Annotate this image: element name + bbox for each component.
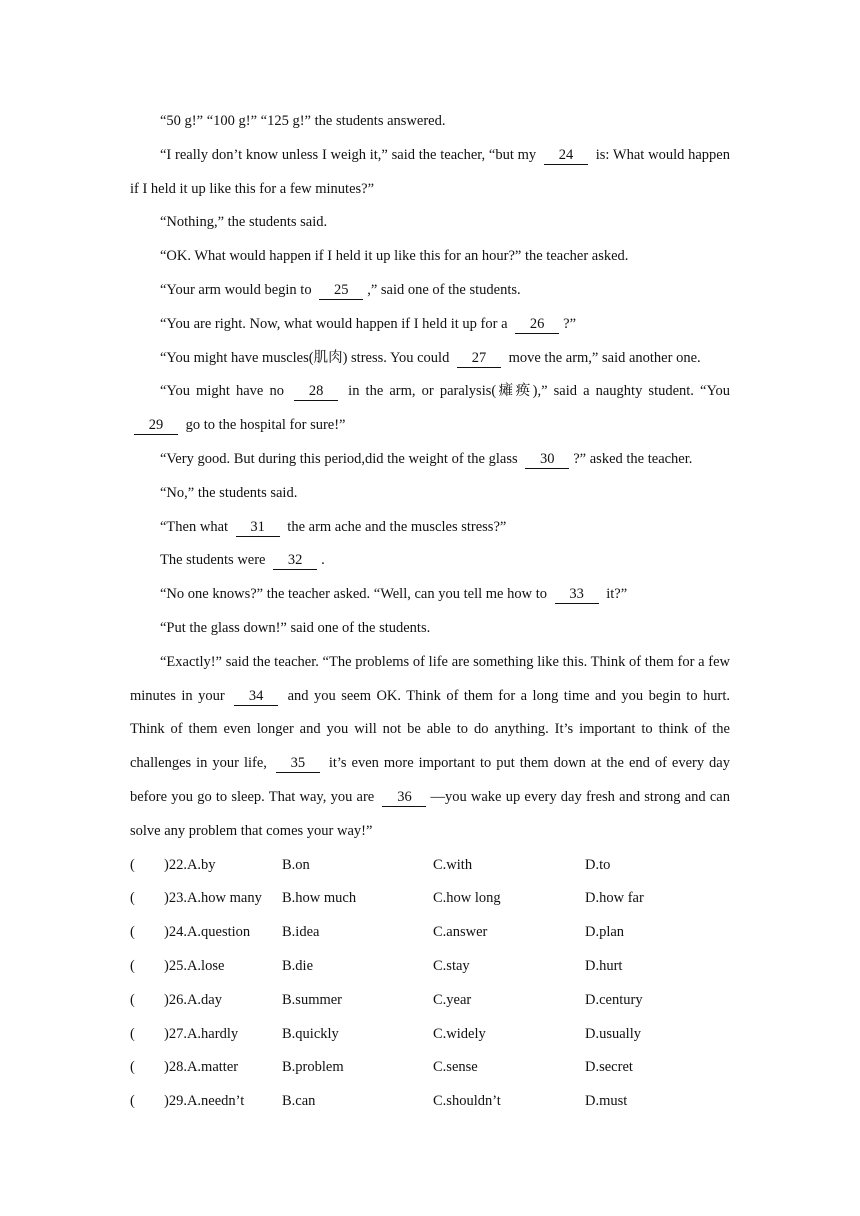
paragraph: [130, 443, 730, 477]
paragraph-text: “I really don’t know unless I weigh it,” said the teacher, “but my: [160, 146, 540, 163]
option-b: B.problem: [282, 1059, 344, 1076]
paragraph-text: “Nothing,” the students said.: [160, 214, 328, 231]
paragraph-text: “You might have no: [160, 383, 291, 400]
option-row: [130, 984, 730, 1018]
blank-number: 24: [544, 146, 588, 165]
paragraph-text: “OK. What would happen if I held it up like this for an hour?” the teacher asked.: [160, 248, 629, 265]
paragraph: [130, 308, 730, 342]
option-c: C.how long: [433, 890, 501, 907]
paragraph: [130, 646, 730, 849]
blank-number: 28: [294, 382, 338, 401]
answer-paren: (: [130, 1059, 135, 1076]
option-row: [130, 1085, 730, 1119]
paragraph-text: the arm ache and the muscles stress?”: [283, 518, 507, 535]
document-page: [130, 105, 730, 1119]
blank-number: 26: [515, 315, 559, 334]
blank-number: 29: [134, 416, 178, 435]
blank-number: 30: [525, 450, 569, 469]
paragraph-text: .: [321, 552, 325, 569]
blank-number: 27: [457, 349, 501, 368]
paragraph: [130, 342, 730, 376]
paragraph: [130, 511, 730, 545]
question-option-a: )24.A.question: [164, 924, 251, 941]
question-option-a: )28.A.matter: [164, 1059, 239, 1076]
question-option-a: )25.A.lose: [164, 957, 225, 974]
paragraph: [130, 578, 730, 612]
option-b: B.quickly: [282, 1025, 339, 1042]
paragraph-text: “Put the glass down!” said one of the students.: [160, 619, 431, 636]
paragraph-text: “No,” the students said.: [160, 484, 298, 501]
paragraph-text: ?”: [563, 315, 577, 332]
option-row: [130, 1018, 730, 1052]
paragraph-text: “Your arm would begin to: [160, 281, 316, 298]
option-b: B.on: [282, 856, 310, 873]
answer-paren: (: [130, 1025, 135, 1042]
option-row: [130, 882, 730, 916]
blank-number: 36: [382, 788, 426, 807]
option-d: D.how far: [585, 890, 644, 907]
paragraph-text: in the arm, or paralysis(瘫痪),” said a naughty student. “You: [342, 383, 730, 400]
option-d: D.usually: [585, 1025, 641, 1042]
paragraph-text: ,” said one of the students.: [367, 281, 521, 298]
blank-number: 31: [236, 518, 280, 537]
paragraph-text: go to the hospital for sure!”: [182, 417, 346, 434]
option-row: [130, 916, 730, 950]
blank-number: 35: [276, 754, 320, 773]
blank-number: 33: [555, 585, 599, 604]
option-b: B.how much: [282, 890, 357, 907]
option-b: B.idea: [282, 924, 320, 941]
paragraph: [130, 105, 730, 139]
passage: [130, 105, 730, 849]
paragraph-text: “Then what: [160, 518, 232, 535]
question-option-a: )26.A.day: [164, 991, 222, 1008]
paragraph-text: —you wake up every day fresh and strong and can solve any problem that comes your way!”: [130, 788, 730, 839]
option-c: C.shouldn’t: [433, 1093, 501, 1110]
blank-number: 34: [234, 687, 278, 706]
option-b: B.summer: [282, 991, 343, 1008]
option-c: C.with: [433, 856, 473, 873]
options-list: [130, 849, 730, 1119]
option-d: D.must: [585, 1093, 628, 1110]
paragraph-text: is: What would happen if I held it up like this for a few minutes?”: [130, 146, 730, 197]
paragraph-text: “Exactly!” said the teacher. “The problems of life are something like this. Think of them for a few minutes in your: [130, 653, 730, 704]
paragraph: [130, 544, 730, 578]
option-d: D.to: [585, 856, 611, 873]
question-option-a: )22.A.by: [164, 856, 216, 873]
question-option-a: )29.A.needn’t: [164, 1093, 245, 1110]
option-d: D.secret: [585, 1059, 633, 1076]
answer-paren: (: [130, 957, 135, 974]
answer-paren: (: [130, 856, 135, 873]
paragraph: [130, 612, 730, 646]
paragraph-text: it’s even more important to put them down at the end of every day before you go to sleep. That way, you are: [130, 755, 730, 805]
paragraph-text: “50 g!” “100 g!” “125 g!” the students answered.: [160, 113, 446, 129]
option-d: D.hurt: [585, 957, 623, 974]
question-option-a: )23.A.how many: [164, 890, 262, 907]
answer-paren: (: [130, 991, 135, 1008]
paragraph-text: “No one knows?” the teacher asked. “Well, can you tell me how to: [160, 586, 551, 603]
paragraph: [130, 274, 730, 308]
paragraph: [130, 206, 730, 240]
question-option-a: )27.A.hardly: [164, 1025, 239, 1042]
paragraph-text: move the arm,” said another one.: [504, 349, 701, 366]
option-c: C.year: [433, 991, 472, 1008]
option-b: B.can: [282, 1093, 316, 1110]
option-row: [130, 1051, 730, 1085]
answer-paren: (: [130, 890, 135, 907]
option-row: [130, 849, 730, 883]
paragraph-text: “You might have muscles(肌肉) stress. You could: [160, 349, 453, 366]
paragraph: [130, 139, 730, 207]
option-d: D.century: [585, 991, 643, 1008]
paragraph: [130, 240, 730, 274]
paragraph: [130, 375, 730, 443]
blank-number: 32: [273, 551, 317, 570]
option-c: C.sense: [433, 1059, 478, 1076]
option-row: [130, 950, 730, 984]
answer-paren: (: [130, 1093, 135, 1110]
option-c: C.widely: [433, 1025, 486, 1042]
paragraph-text: ?” asked the teacher.: [573, 450, 693, 467]
option-c: C.answer: [433, 924, 488, 941]
option-b: B.die: [282, 957, 314, 974]
option-d: D.plan: [585, 924, 625, 941]
blank-number: 25: [319, 281, 363, 300]
paragraph-text: and you seem OK. Think of them for a long time and you begin to hurt. Think of them even longer and you will not be able to do anything. It’s important to think of the challenges in your life,: [130, 687, 731, 772]
paragraph: [130, 477, 730, 511]
option-c: C.stay: [433, 957, 470, 974]
answer-paren: (: [130, 924, 135, 941]
paragraph-text: it?”: [602, 586, 628, 603]
paragraph-text: “You are right. Now, what would happen if I held it up for a: [160, 315, 512, 332]
paragraph-text: The students were: [160, 552, 270, 569]
paragraph-text: “Very good. But during this period,did the weight of the glass: [160, 450, 522, 467]
